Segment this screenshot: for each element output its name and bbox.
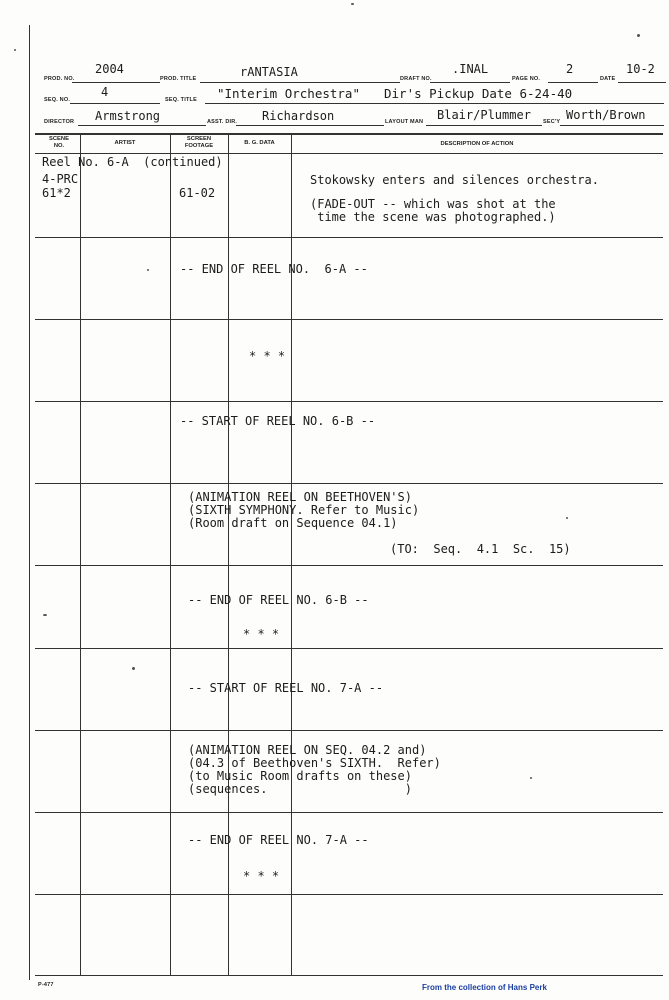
start-of-reel-7a: -- START OF REEL NO. 7-A -- <box>188 681 384 695</box>
prod-no-label: PROD. NO. <box>44 76 75 82</box>
action-description-1: Stokowsky enters and silences orchestra. <box>310 173 599 187</box>
animation-note-1-line-1: (ANIMATION REEL ON BEETHOVEN'S) <box>188 490 412 504</box>
director-value: Armstrong <box>95 109 161 123</box>
page-no-label: PAGE NO. <box>512 76 541 82</box>
draft-no-value: .INAL <box>452 62 489 76</box>
row-divider-4 <box>35 483 663 484</box>
end-of-reel-6a: -- END OF REEL NO. 6-A -- <box>180 262 368 276</box>
page-no-underline <box>548 82 598 83</box>
pickup-date: Dir's Pickup Date 6-24-40 <box>384 86 573 101</box>
animation-note-2-line-3: (to Music Room drafts on these) <box>188 769 412 783</box>
animation-note-1-line-2: (SIXTH SYMPHONY. Refer to Music) <box>188 503 420 517</box>
seq-no-label: SEQ. NO. <box>44 97 71 103</box>
draft-no-label: DRAFT NO. <box>400 76 432 82</box>
scan-speck <box>566 517 568 519</box>
secy-value: Worth/Brown <box>566 108 646 122</box>
animation-note-2-line-1: (ANIMATION REEL ON SEQ. 04.2 and) <box>188 743 427 757</box>
row-divider-1 <box>35 237 663 238</box>
form-code: P-477 <box>38 982 54 988</box>
bg-data-header: B. G. DATA <box>244 140 275 146</box>
scene-number-b: 61*2 <box>42 186 71 200</box>
separator-stars-1: * * * <box>249 349 286 363</box>
col-divider-scene <box>80 133 81 975</box>
row-divider-6 <box>35 648 663 649</box>
animation-note-1-ref: (TO: Seq. 4.1 Sc. 15) <box>390 542 571 556</box>
separator-stars-3: * * * <box>243 869 280 883</box>
prod-no-value: 2004 <box>95 62 124 76</box>
scan-speck <box>14 49 16 51</box>
date-underline <box>618 82 666 83</box>
col-divider-artist <box>170 133 171 975</box>
row-divider-9 <box>35 894 663 895</box>
seq-title-value: "Interim Orchestra" <box>217 86 360 101</box>
prod-title-value: rANTASIA <box>240 65 298 79</box>
animation-note-2-line-4: (sequences. ) <box>188 782 412 796</box>
scan-speck <box>147 269 149 271</box>
separator-stars-2: * * * <box>243 627 280 641</box>
secy-label: SEC'Y <box>543 119 561 125</box>
action-description-2: (FADE-OUT -- which was shot at the <box>310 197 556 211</box>
action-description-3: time the scene was photographed.) <box>310 210 556 224</box>
col-divider-bg <box>291 133 292 975</box>
seq-title-underline <box>205 103 664 104</box>
animation-note-2-line-2: (04.3 of Beethoven's SIXTH. Refer) <box>188 756 441 770</box>
prod-no-underline <box>72 82 160 83</box>
table-header-bottom <box>35 153 663 154</box>
layout-man-underline <box>426 125 542 126</box>
seq-no-value: 4 <box>101 85 109 99</box>
seq-title-label: SEQ. TITLE <box>165 97 197 103</box>
director-label: DIRECTOR <box>44 119 75 125</box>
left-margin-line <box>29 25 30 980</box>
scan-speck <box>351 3 354 5</box>
animation-note-1-line-3: (Room draft on Sequence 04.1) <box>188 516 398 530</box>
seq-no-underline <box>70 103 160 104</box>
director-underline <box>78 125 206 126</box>
row-divider-5 <box>35 565 663 566</box>
asst-dir-label: ASST. DIR. <box>207 119 238 125</box>
page-no-value: 2 <box>566 62 574 76</box>
row-divider-7 <box>35 730 663 731</box>
asst-dir-underline <box>236 125 384 126</box>
prod-title-underline <box>200 82 400 83</box>
row-divider-2 <box>35 319 663 320</box>
scene-no-header: SCENE NO. <box>49 136 69 149</box>
screen-footage-value: 61-02 <box>179 186 216 200</box>
date-value: 10-2 <box>626 62 655 76</box>
collection-credit: From the collection of Hans Perk <box>422 983 547 992</box>
secy-underline <box>560 125 664 126</box>
asst-dir-value: Richardson <box>262 109 335 123</box>
layout-man-value: Blair/Plummer <box>437 108 531 122</box>
end-of-reel-7a: -- END OF REEL NO. 7-A -- <box>188 833 369 847</box>
scan-speck <box>637 34 640 37</box>
row-divider-3 <box>35 401 663 402</box>
prod-title-label: PROD. TITLE <box>160 76 197 82</box>
end-of-reel-6b: -- END OF REEL NO. 6-B -- <box>188 593 369 607</box>
scan-speck <box>530 777 532 779</box>
reel-continued-line: Reel No. 6-A (continued) <box>42 155 223 169</box>
scan-speck <box>43 614 47 616</box>
table-top-border <box>35 133 663 135</box>
layout-man-label: LAYOUT MAN <box>385 119 424 125</box>
artist-header: ARTIST <box>114 140 136 146</box>
col-divider-footage <box>228 133 229 975</box>
scan-speck <box>132 667 135 670</box>
start-of-reel-6b: -- START OF REEL NO. 6-B -- <box>180 414 376 428</box>
screen-footage-header: SCREEN FOOTAGE <box>184 136 214 149</box>
scene-number-a: 4-PRC <box>42 172 79 186</box>
description-header: DESCRIPTION OF ACTION <box>440 141 514 147</box>
row-divider-8 <box>35 812 663 813</box>
draft-no-underline <box>430 82 510 83</box>
date-label: DATE <box>600 76 616 82</box>
table-bottom-border <box>35 975 663 976</box>
